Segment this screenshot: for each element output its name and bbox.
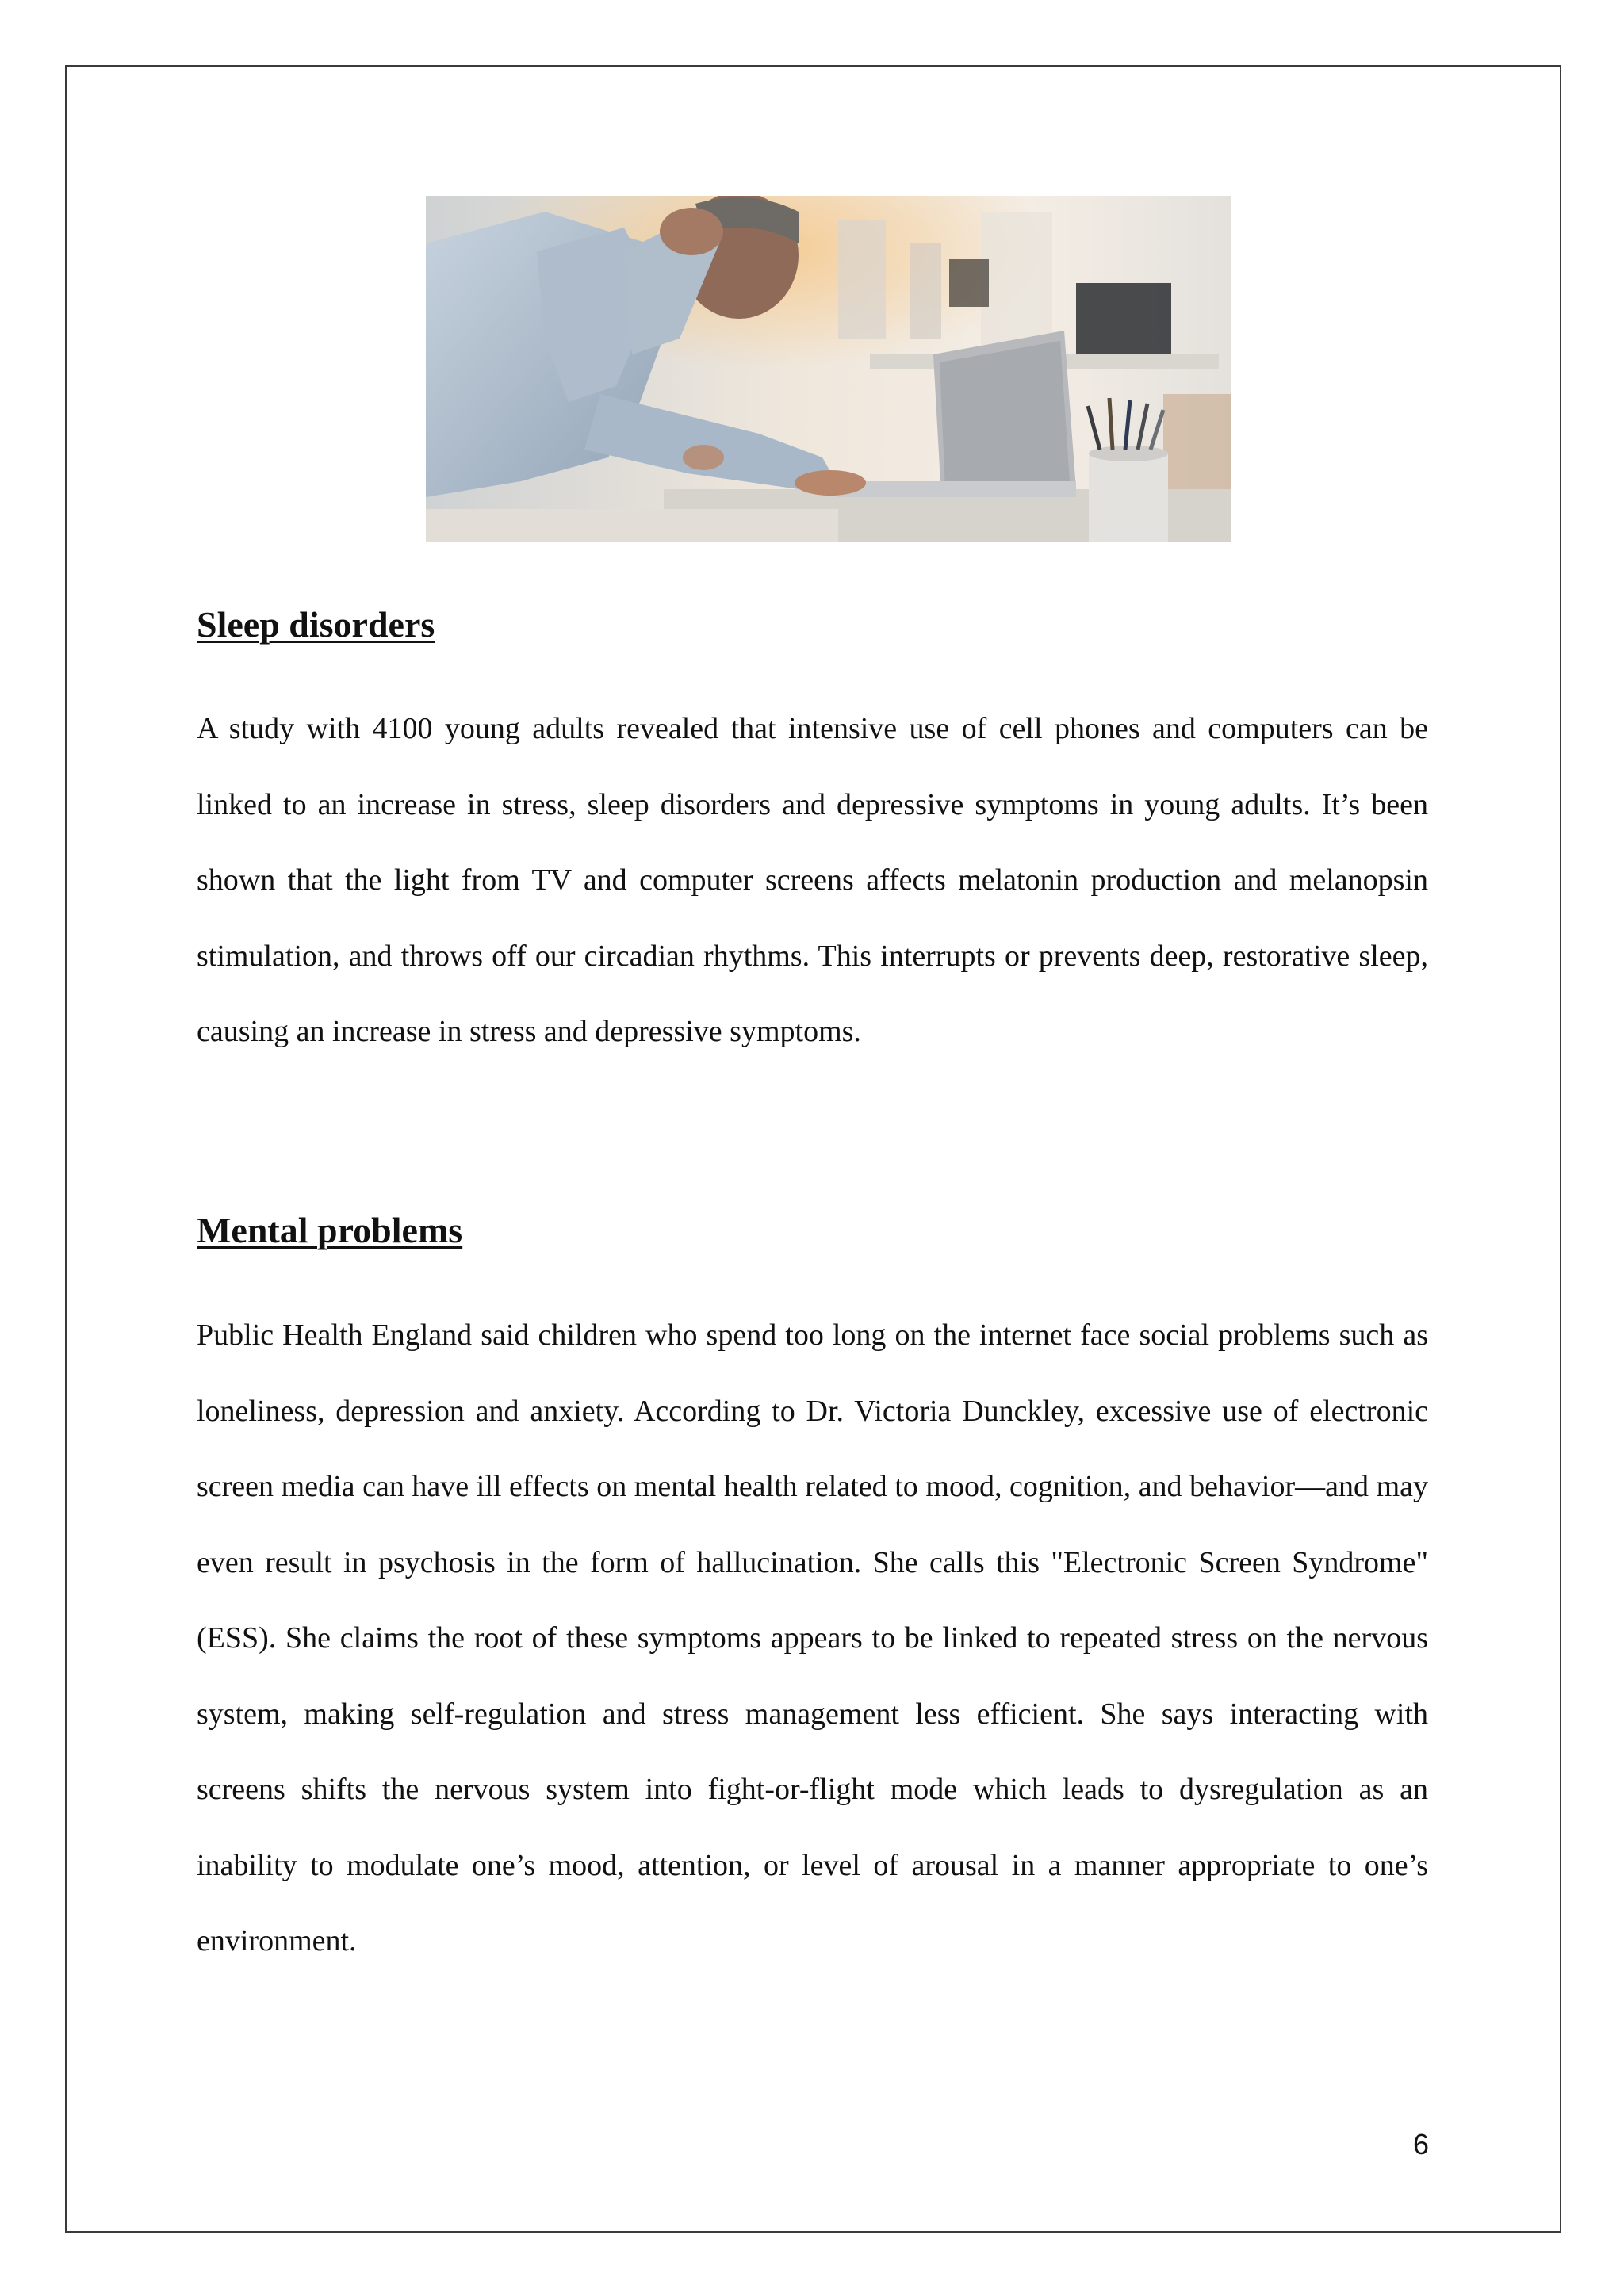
photo-illustration xyxy=(426,196,1231,542)
section-body-mental-problems: Public Health England said children who spend too long on the internet face social problems such as loneliness, depression and anxiety. According to Dr. Victoria Dunckley, excessive use of electronic screen media can have ill effects on mental health related to mood, cognition, and behavior—and may even result in psychosis in the form of hallucination. She calls this "Electronic Screen Syndrome" (ESS). She claims the root of these symptoms appears to be linked to repeated stress on the nervous system, making self-regulation and stress management less efficient. She says interacting with screens shifts the nervous system into fight-or-flight mode which leads to dysregulation as an inability to modulate one’s mood, attention, or level of arousal in a manner appropriate to one’s environment. xyxy=(197,1318,1428,1957)
section-heading-sleep-disorders: Sleep disorders xyxy=(197,604,435,645)
section-body-sleep-disorders: A study with 4100 young adults revealed that intensive use of cell phones and computers can be linked to an increase in stress, sleep disorders and depressive symptoms in young adults. It’s been shown that the light from TV and computer screens affects melatonin production and melanopsin stimulation, and throws off our circadian rhythms. This interrupts or prevents deep, restorative sleep, causing an increase in stress and depressive symptoms. xyxy=(197,712,1428,1048)
stressed-man-laptop-photo xyxy=(426,196,1231,542)
section-heading-mental-problems: Mental problems xyxy=(197,1210,463,1250)
page-number: 6 xyxy=(1412,2128,1429,2160)
